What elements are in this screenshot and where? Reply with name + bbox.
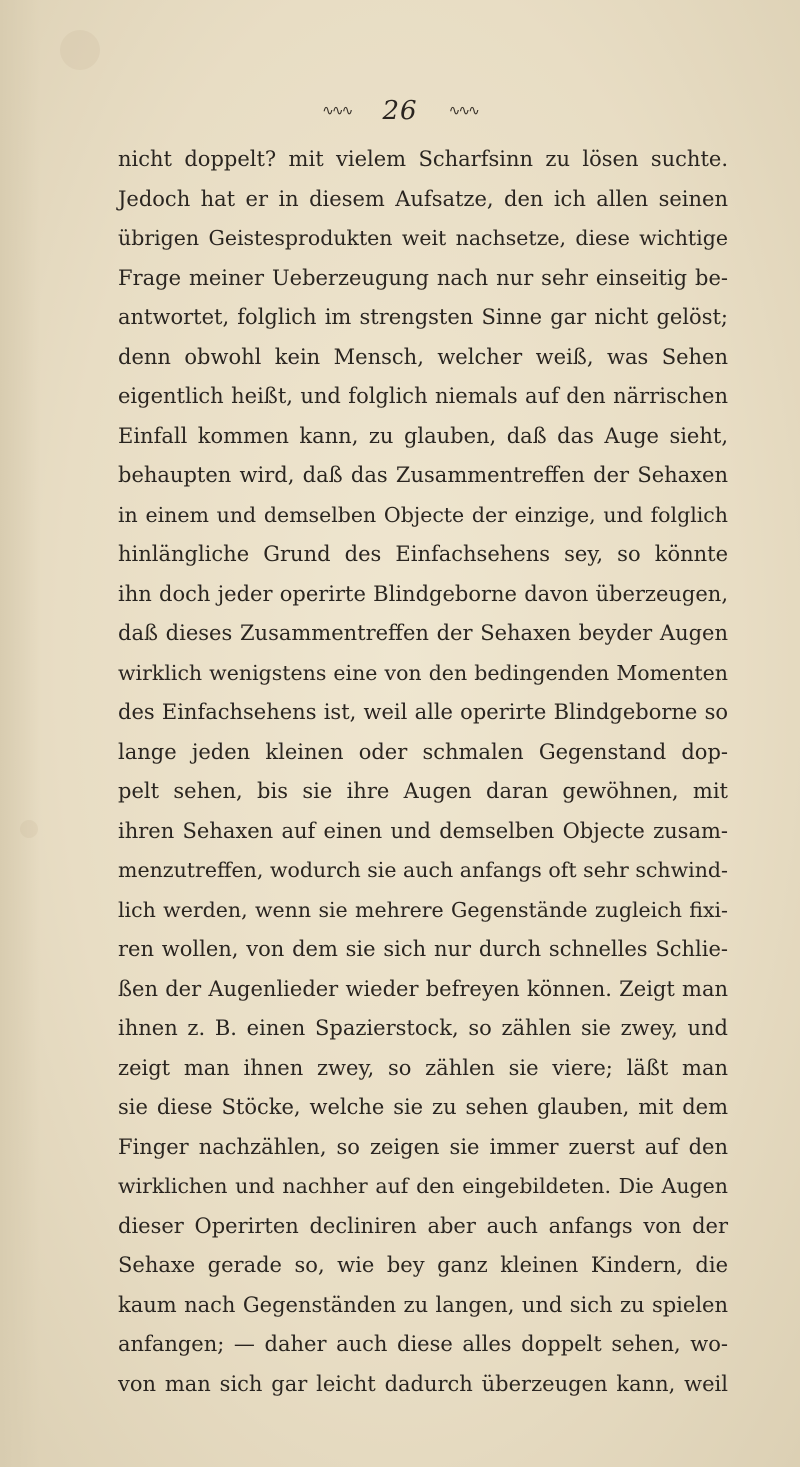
text-line: menzutreffen, wodurch sie auch anfangs oft sehr schwind-: [118, 858, 728, 882]
text-line: wirklich wenigstens eine von den bedingenden Momenten: [118, 660, 728, 685]
page-edge-shadow: [0, 0, 40, 1467]
text-line: behaupten wird, daß das Zusammentreffen der Sehaxen: [118, 463, 728, 487]
text-line: antwortet, folglich im strengsten Sinne gar nicht gelöst;: [118, 305, 728, 329]
text-line: hinlängliche Grund des Einfachsehens sey, so könnte: [118, 542, 728, 566]
text-line: nicht doppelt? mit vielem Scharfsinn zu lösen suchte.: [118, 147, 728, 171]
paper-stain: [20, 820, 38, 838]
text-line: übrigen Geistesprodukten weit nachsetze, diese wichtige: [118, 226, 728, 250]
text-line: Sehaxe gerade so, wie bey ganz kleinen Kindern, die: [118, 1253, 728, 1277]
ornament-right: ∿∿∿: [448, 103, 478, 119]
text-line: denn obwohl kein Mensch, welcher weiß, was Sehen: [118, 344, 728, 369]
ornament-left: ∿∿∿: [322, 103, 352, 119]
text-line: Finger nachzählen, so zeigen sie immer zuerst auf den: [118, 1134, 728, 1159]
text-line: dieser Operirten decliniren aber auch anfangs von der: [118, 1213, 728, 1238]
text-line: Einfall kommen kann, zu glauben, daß das Auge sieht,: [118, 423, 728, 448]
text-line: ßen der Augenlieder wieder befreyen können. Zeigt man: [118, 976, 728, 1001]
text-line: ihn doch jeder operirte Blindgeborne davon überzeugen,: [118, 581, 728, 606]
text-line: anfangen; — daher auch diese alles doppelt sehen, wo-: [118, 1332, 728, 1356]
text-line: sie diese Stöcke, welche sie zu sehen glauben, mit dem: [118, 1095, 728, 1119]
text-line: von man sich gar leicht dadurch überzeugen kann, weil: [118, 1371, 728, 1396]
text-line: des Einfachsehens ist, weil alle operirte Blindgeborne so: [118, 700, 728, 724]
text-line: kaum nach Gegenständen zu langen, und sich zu spielen: [118, 1292, 728, 1317]
body-text: [118, 140, 728, 1404]
page-number: 26: [382, 96, 418, 126]
text-line: ihnen z. B. einen Spazierstock, so zählen sie zwey, und: [118, 1016, 728, 1040]
page-header: [0, 96, 800, 136]
text-line: lich werden, wenn sie mehrere Gegenstände zugleich fixi-: [118, 897, 728, 922]
text-line: eigentlich heißt, und folglich niemals auf den närrischen: [118, 384, 728, 408]
text-line: lange jeden kleinen oder schmalen Gegenstand dop-: [118, 739, 728, 764]
paper-stain: [60, 30, 100, 70]
text-line: wirklichen und nachher auf den eingebildeten. Die Augen: [118, 1174, 728, 1198]
text-line: in einem und demselben Objecte der einzige, und folglich: [118, 502, 728, 527]
text-line: daß dieses Zusammentreffen der Sehaxen beyder Augen: [118, 621, 728, 645]
text-line: zeigt man ihnen zwey, so zählen sie viere; läßt man: [118, 1055, 728, 1080]
text-line: ihren Sehaxen auf einen und demselben Objecte zusam-: [118, 818, 728, 843]
text-line: pelt sehen, bis sie ihre Augen daran gewöhnen, mit: [118, 779, 728, 803]
text-line: Jedoch hat er in diesem Aufsatze, den ich allen seinen: [118, 186, 728, 211]
text-line: ren wollen, von dem sie sich nur durch schnelles Schlie-: [118, 937, 728, 961]
text-line: Frage meiner Ueberzeugung nach nur sehr einseitig be-: [118, 265, 728, 290]
